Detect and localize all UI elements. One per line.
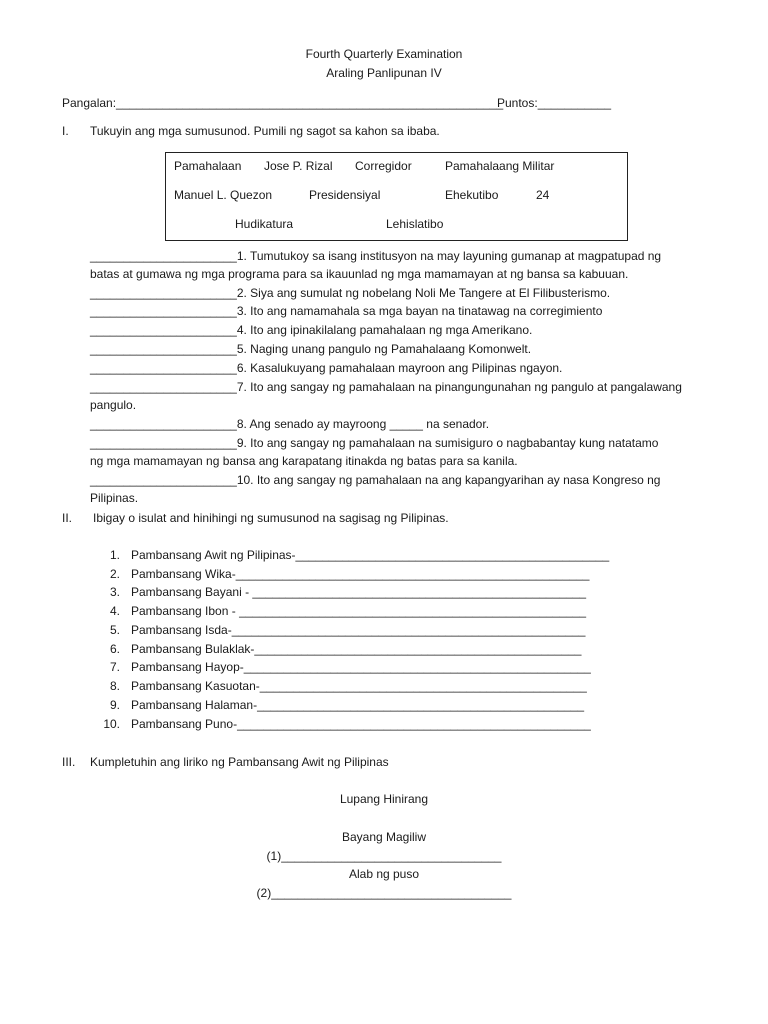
answer-blank[interactable]: ______________________ [90, 380, 237, 394]
question-item [90, 380, 682, 394]
part1-instruction: Tukuyin ang mga sumusunod. Pumili ng sagot sa kahon sa ibaba. [90, 124, 440, 138]
symbol-item[interactable]: Pambansang Bulaklak-_________________________________________________ [131, 642, 582, 656]
answer-blank[interactable]: ______________________ [90, 436, 237, 450]
answer-blank[interactable]: ______________________ [90, 323, 237, 337]
question-text: 9. Ito ang sangay ng pamahalaan na sumisiguro o nagbabantay kung natatamo [236, 436, 659, 450]
choice-item: Jose P. Rizal [264, 159, 333, 173]
name-field[interactable]: Pangalan:__________________________________________________________ [62, 96, 504, 110]
answer-blank[interactable]: ______________________ [90, 361, 237, 375]
choice-item: Presidensiyal [309, 188, 381, 202]
choice-item: Pamahalaang Militar [445, 159, 555, 173]
symbol-item[interactable]: Pambansang Puno-_____________________________________________________ [131, 717, 591, 731]
list-number: 4. [109, 604, 120, 618]
question-text: 10. Ito ang sangay ng pamahalaan na ang kapangyarihan ay nasa Kongreso ng [236, 473, 661, 487]
answer-blank[interactable]: ______________________ [90, 304, 237, 318]
score-field[interactable]: Puntos:___________ [497, 96, 612, 110]
question-continuation: pangulo. [90, 398, 137, 412]
choice-item: 24 [536, 188, 550, 202]
choice-item: Lehislatibo [386, 217, 444, 231]
list-number: 9. [109, 698, 120, 712]
part2-instruction: Ibigay o isulat and hinihingi ng sumusunod na sagisag ng Pilipinas. [93, 511, 449, 525]
choice-item: Ehekutibo [445, 188, 499, 202]
list-number: 7. [109, 660, 120, 674]
part3-roman: III. [62, 755, 76, 769]
symbol-item[interactable]: Pambansang Awit ng Pilipinas-_______________________________________________ [131, 548, 610, 562]
answer-blank[interactable]: ______________________ [90, 417, 237, 431]
part3-instruction: Kumpletuhin ang liriko ng Pambansang Awit ng Pilipinas [90, 755, 389, 769]
question-continuation: batas at gumawa ng mga programa para sa ikauunlad ng mga mamamayan at ng bansa sa kabuuan. [90, 267, 629, 281]
question-continuation: Pilipinas. [90, 491, 139, 505]
question-item [90, 249, 661, 263]
lyric-blank[interactable]: (2)____________________________________ [256, 886, 512, 900]
list-number: 5. [109, 623, 120, 637]
part2-roman: II. [62, 511, 73, 525]
answer-blank[interactable]: ______________________ [90, 473, 237, 487]
symbol-item[interactable]: Pambansang Ibon - ____________________________________________________ [131, 604, 587, 618]
lyric-line: Alab ng puso [348, 867, 420, 881]
question-item [90, 304, 602, 318]
question-item [90, 473, 660, 487]
question-item [90, 361, 562, 375]
symbol-item[interactable]: Pambansang Wika-_____________________________________________________ [131, 567, 590, 581]
choice-item: Pamahalaan [174, 159, 242, 173]
list-number: 1. [109, 548, 120, 562]
question-text: 2. Siya ang sumulat ng nobelang Noli Me Tangere at El Filibusterismo. [236, 286, 611, 300]
question-text: 5. Naging unang pangulo ng Pamahalaang Komonwelt. [236, 342, 532, 356]
list-number: 10. [103, 717, 120, 731]
choice-item: Corregidor [355, 159, 412, 173]
answer-blank[interactable]: ______________________ [90, 342, 237, 356]
question-text: 8. Ang senado ay mayroong _____ na senador. [236, 417, 490, 431]
answer-blank[interactable]: ______________________ [90, 286, 237, 300]
question-item [90, 436, 658, 450]
question-text: 7. Ito ang sangay ng pamahalaan na pinangungunahan ng pangulo at pangalawang [236, 380, 682, 394]
list-number: 6. [109, 642, 120, 656]
question-item [90, 342, 531, 356]
lyric-line: Bayang Magiliw [341, 830, 427, 844]
symbol-item[interactable]: Pambansang Bayani - __________________________________________________ [131, 585, 587, 599]
question-text: 4. Ito ang ipinakilalang pamahalaan ng mga Amerikano. [236, 323, 533, 337]
list-number: 3. [109, 585, 120, 599]
list-number: 8. [109, 679, 120, 693]
answer-blank[interactable]: ______________________ [90, 249, 237, 263]
symbol-item[interactable]: Pambansang Halaman-_________________________________________________ [131, 698, 585, 712]
choice-item: Manuel L. Quezon [174, 188, 273, 202]
list-number: 2. [109, 567, 120, 581]
part1-roman: I. [62, 124, 69, 138]
symbol-item[interactable]: Pambansang Isda-_____________________________________________________ [131, 623, 586, 637]
question-item [90, 323, 532, 337]
choice-item: Hudikatura [235, 217, 294, 231]
question-text: 3. Ito ang namamahala sa mga bayan na tinatawag na corregimiento [236, 304, 603, 318]
exam-title: Fourth Quarterly Examination [305, 47, 463, 61]
question-text: 1. Tumutukoy sa isang institusyon na may layuning gumanap at magpatupad ng [236, 249, 662, 263]
question-continuation: ng mga mamamayan ng bansa ang karapatang itinakda ng batas para sa kanila. [90, 454, 518, 468]
question-text: 6. Kasalukuyang pamahalaan mayroon ang Pilipinas ngayon. [236, 361, 563, 375]
symbol-item[interactable]: Pambansang Kasuotan-_________________________________________________ [131, 679, 587, 693]
song-title: Lupang Hinirang [339, 792, 429, 806]
lyric-blank[interactable]: (1)_________________________________ [266, 849, 502, 863]
question-item [90, 417, 489, 431]
question-item [90, 286, 610, 300]
exam-subject: Araling Panlipunan IV [326, 66, 442, 80]
symbol-item[interactable]: Pambansang Hayop-____________________________________________________ [131, 660, 591, 674]
